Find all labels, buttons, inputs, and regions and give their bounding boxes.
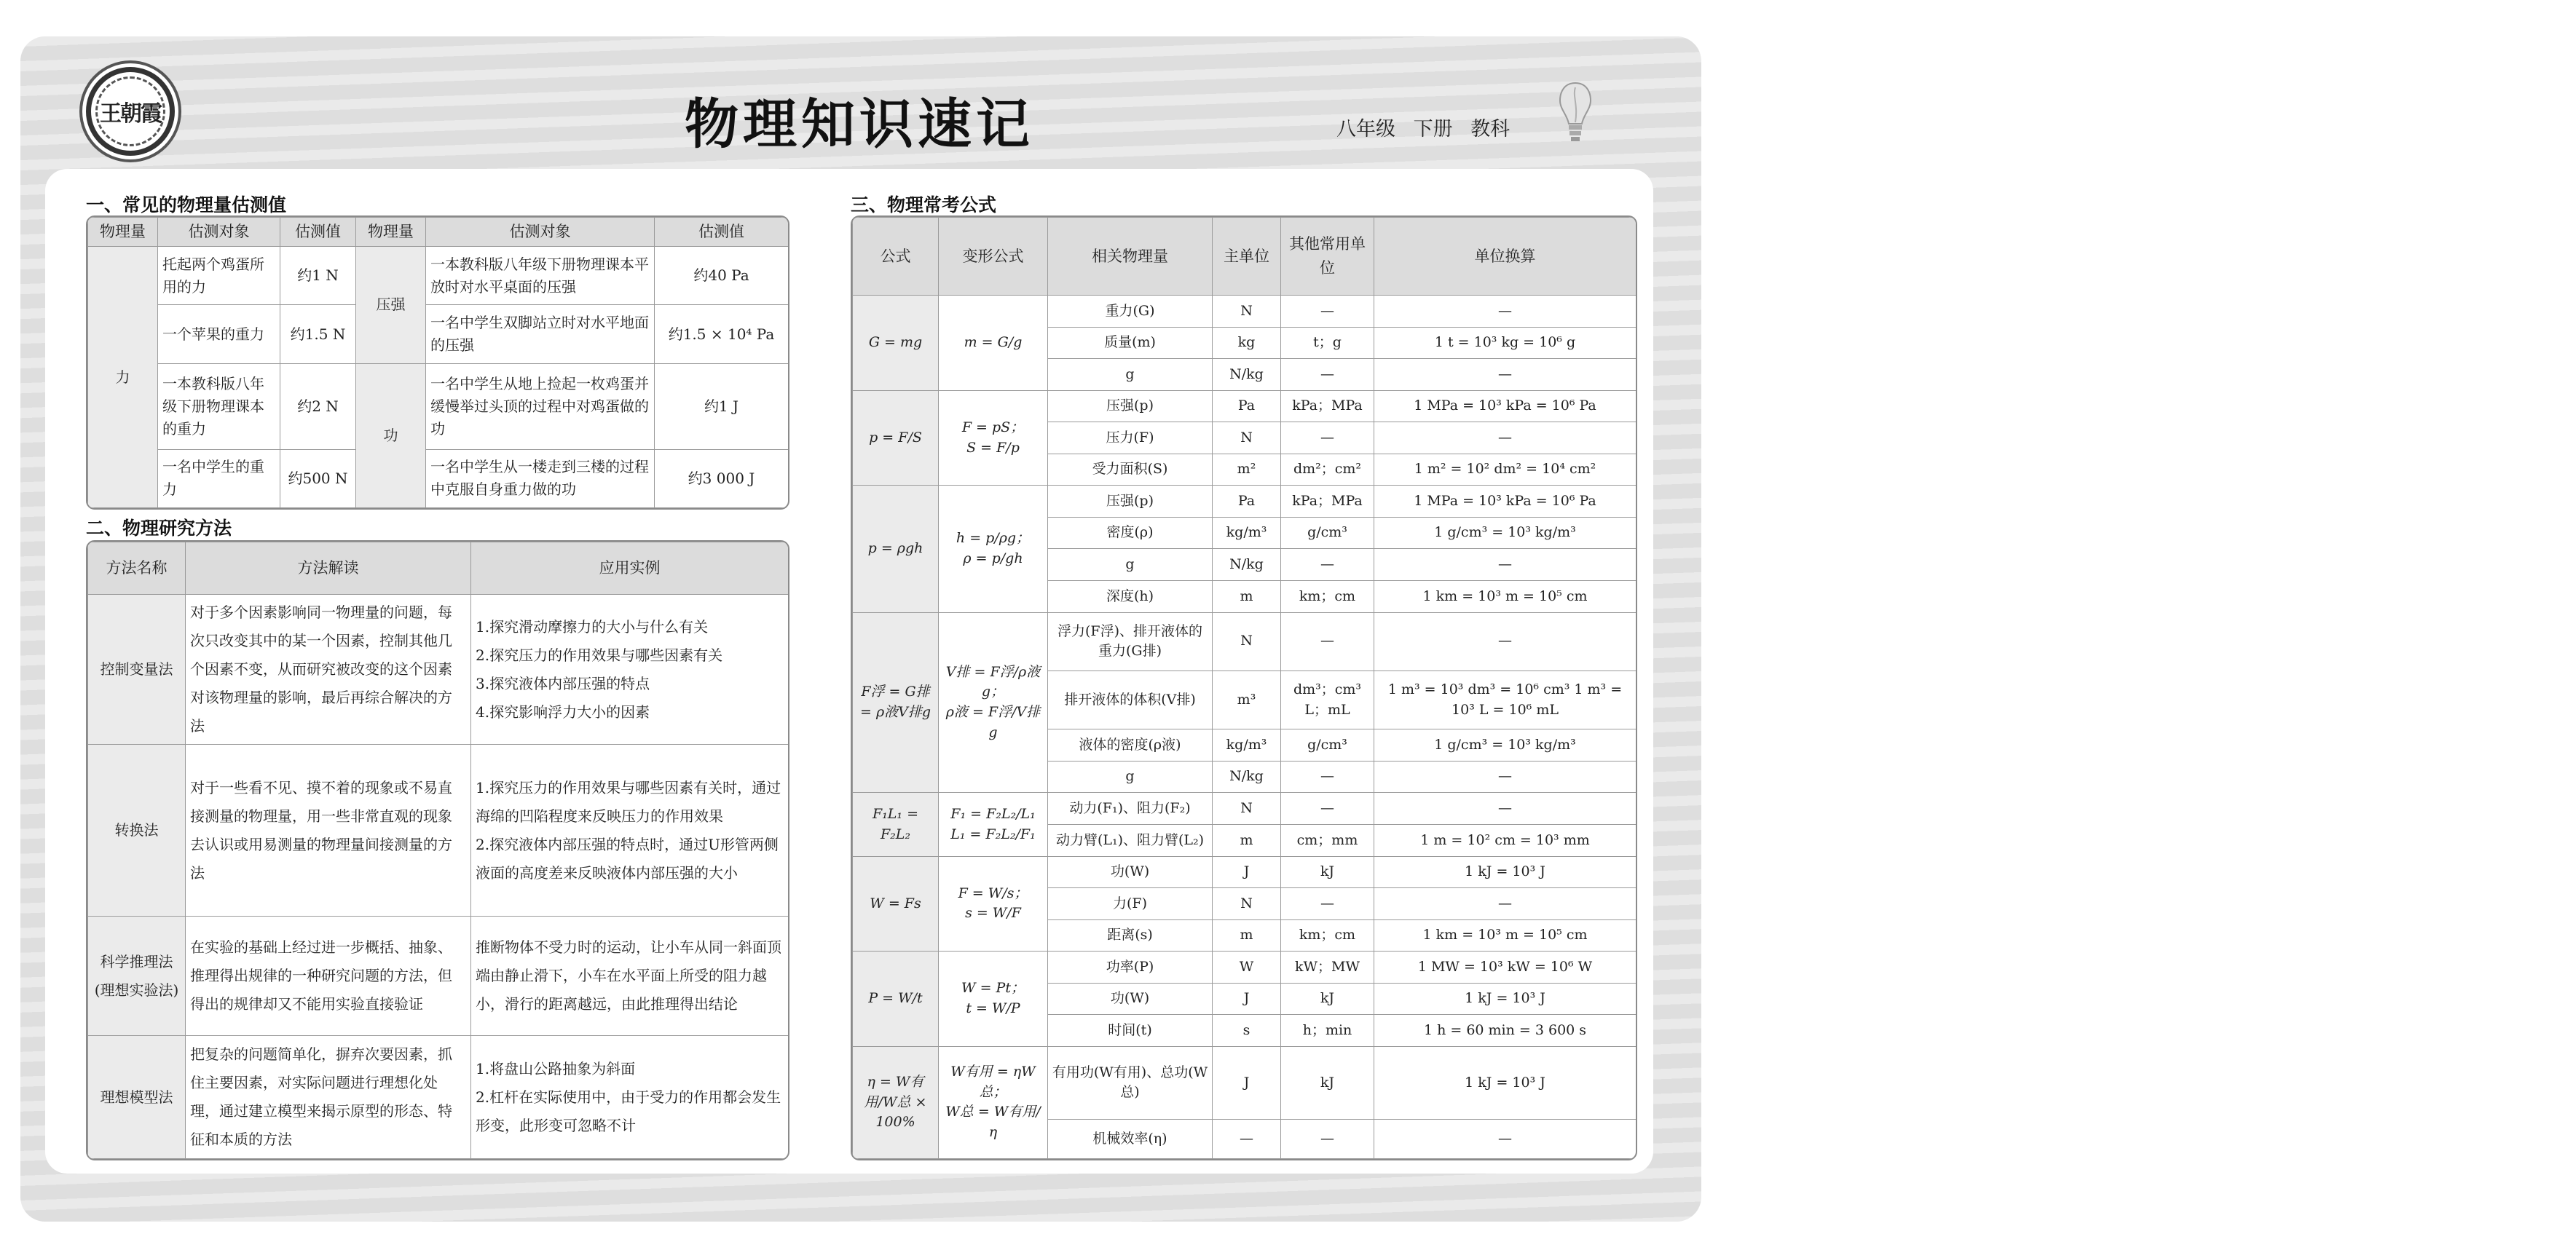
col-header: 公式: [853, 218, 939, 296]
conversion-cell: 1 m² = 10² dm² = 10⁴ cm²: [1374, 454, 1636, 486]
quantity-cell: 功: [356, 363, 426, 507]
estimates-table: [86, 215, 789, 510]
quantity-cell: 距离(s): [1048, 919, 1213, 952]
main-unit-cell: m²: [1213, 454, 1281, 486]
method-examples: [471, 595, 789, 745]
value-cell: 约2 N: [280, 363, 356, 449]
main-unit-cell: N/kg: [1213, 761, 1281, 793]
conversion-cell: —: [1374, 888, 1636, 920]
col-header: 单位换算: [1374, 218, 1636, 296]
variant-formula-cell: [939, 390, 1048, 486]
formula-cell: p = ρgh: [853, 486, 939, 612]
method-examples: [471, 1036, 789, 1159]
example-item: 2.探究压力的作用效果与哪些因素有关: [476, 646, 723, 664]
formula-row: [853, 390, 1636, 422]
main-unit-cell: —: [1213, 1119, 1281, 1158]
method-desc: 在实验的基础上经过进一步概括、抽象、推理得出规律的一种研究问题的方法，但得出的规律却又不能用实验直接验证: [186, 917, 471, 1036]
quantity-cell: 受力面积(S): [1048, 454, 1213, 486]
section2-title: 二、物理研究方法: [86, 518, 232, 539]
col-header: 估测对象: [426, 218, 655, 247]
col-header: 应用实例: [471, 542, 789, 595]
object-cell: 一名中学生的重力: [158, 449, 280, 507]
quantity-cell: 压力(F): [1048, 422, 1213, 454]
conversion-cell: 1 MPa = 10³ kPa = 10⁶ Pa: [1374, 486, 1636, 518]
quantity-cell: 排开液体的体积(V排): [1048, 671, 1213, 729]
conversion-cell: 1 MPa = 10³ kPa = 10⁶ Pa: [1374, 390, 1636, 422]
quantity-cell: 动力臂(L₁)、阻力臂(L₂): [1048, 825, 1213, 857]
example-item: 4.探究影响浮力大小的因素: [476, 703, 650, 721]
other-units-cell: kJ: [1281, 856, 1374, 888]
conversion-cell: 1 km = 10³ m = 10⁵ cm: [1374, 581, 1636, 613]
variant-formula-cell: [939, 486, 1048, 612]
variant-formula: F = pS；: [961, 419, 1025, 435]
formulas-table: [851, 215, 1637, 1160]
quantity-cell: 密度(ρ): [1048, 517, 1213, 549]
quantity-cell: 力: [88, 247, 158, 508]
quantity-cell: 力(F): [1048, 888, 1213, 920]
other-units-cell: kPa；MPa: [1281, 390, 1374, 422]
col-header: 其他常用单位: [1281, 218, 1374, 296]
col-header: 估测值: [655, 218, 789, 247]
value-cell: 约1 J: [655, 363, 789, 449]
other-units-cell: km；cm: [1281, 919, 1374, 952]
conversion-cell: —: [1374, 1119, 1636, 1158]
example-item: 1.将盘山公路抽象为斜面: [476, 1059, 636, 1077]
example-item: 2.探究液体内部压强的特点时，通过U形管两侧液面的高度差来反映液体内部压强的大小: [476, 835, 779, 882]
main-unit-cell: J: [1213, 983, 1281, 1015]
value-cell: 约1 N: [280, 247, 356, 305]
conversion-cell: 1 kJ = 10³ J: [1374, 983, 1636, 1015]
quantity-cell: 浮力(F浮)、排开液体的重力(G排): [1048, 612, 1213, 671]
col-header: 方法名称: [88, 542, 186, 595]
logo-text: 王朝霞: [95, 76, 165, 146]
variant-formula-cell: [939, 856, 1048, 952]
variant-formula: t = W/P: [966, 1000, 1020, 1016]
example-item: 1.探究压力的作用效果与哪些因素有关时，通过海绵的凹陷程度来反映压力的作用效果: [476, 778, 781, 825]
main-unit-cell: s: [1213, 1015, 1281, 1047]
main-unit-cell: N/kg: [1213, 359, 1281, 391]
main-unit-cell: kg/m³: [1213, 729, 1281, 762]
quantity-cell: 有用功(W有用)、总功(W总): [1048, 1046, 1213, 1119]
quantity-cell: g: [1048, 359, 1213, 391]
publisher-logo: [86, 67, 175, 156]
quantity-cell: 深度(h): [1048, 581, 1213, 613]
col-header: 方法解读: [186, 542, 471, 595]
formula-row: [853, 1046, 1636, 1119]
object-cell: 一名中学生从地上捡起一枚鸡蛋并缓慢举过头顶的过程中对鸡蛋做的功: [426, 363, 655, 449]
conversion-cell: 1 t = 10³ kg = 10⁶ g: [1374, 327, 1636, 359]
quantity-cell: 功(W): [1048, 983, 1213, 1015]
formula-row: [853, 296, 1636, 328]
example-item: 推断物体不受力时的运动，让小车从同一斜面顶端由静止滑下，小车在水平面上所受的阻力越小，滑行的距离越远，由此推理得出结论: [476, 938, 781, 1013]
quantity-cell: 压强(p): [1048, 390, 1213, 422]
other-units-cell: t；g: [1281, 327, 1374, 359]
main-unit-cell: m: [1213, 581, 1281, 613]
variant-formula-cell: [939, 612, 1048, 793]
conversion-cell: 1 m³ = 10³ dm³ = 10⁶ cm³ 1 m³ = 10³ L = 10⁶ mL: [1374, 671, 1636, 729]
object-cell: 一名中学生从一楼走到三楼的过程中克服自身重力做的功: [426, 449, 655, 507]
section3-title: 三、物理常考公式: [851, 194, 997, 215]
variant-formula: W有用 = ηW总；: [950, 1064, 1036, 1100]
variant-formula: m = G/g: [964, 334, 1023, 351]
variant-formula: ρ = p/gh: [963, 550, 1023, 566]
quantity-cell: 压强: [356, 247, 426, 364]
col-header: 主单位: [1213, 218, 1281, 296]
page-title: 物理知识速记: [685, 93, 1034, 156]
other-units-cell: cm；mm: [1281, 825, 1374, 857]
variant-formula: W总 = W有用/η: [945, 1104, 1041, 1140]
method-name: 理想模型法: [88, 1036, 186, 1159]
method-desc: 对于多个因素影响同一物理量的问题，每次只改变其中的某一个因素，控制其他几个因素不变，从而研究被改变的这个因素对该物理量的影响，最后再综合解决的方法: [186, 595, 471, 745]
formula-cell: P = W/t: [853, 952, 939, 1047]
lightbulb-icon: [1557, 80, 1594, 150]
object-cell: 托起两个鸡蛋所用的力: [158, 247, 280, 305]
method-examples: [471, 745, 789, 917]
conversion-cell: 1 h = 60 min = 3 600 s: [1374, 1015, 1636, 1047]
other-units-cell: —: [1281, 793, 1374, 825]
other-units-cell: —: [1281, 1119, 1374, 1158]
conversion-cell: 1 km = 10³ m = 10⁵ cm: [1374, 919, 1636, 952]
variant-formula: s = W/F: [965, 905, 1021, 922]
formula-cell: p = F/S: [853, 390, 939, 486]
method-desc: 把复杂的问题简单化，摒弃次要因素，抓住主要因素，对实际问题进行理想化处理，通过建立模型来揭示原型的形态、特征和本质的方法: [186, 1036, 471, 1159]
value-cell: 约1.5 N: [280, 305, 356, 363]
conversion-cell: —: [1374, 549, 1636, 581]
value-cell: 约3 000 J: [655, 449, 789, 507]
object-cell: 一本教科版八年级下册物理课本平放时对水平桌面的压强: [426, 247, 655, 305]
other-units-cell: —: [1281, 761, 1374, 793]
formula-row: [853, 486, 1636, 518]
quantity-cell: 质量(m): [1048, 327, 1213, 359]
formula-cell: G = mg: [853, 296, 939, 391]
object-cell: 一个苹果的重力: [158, 305, 280, 363]
formula-cell: F₁L₁ = F₂L₂: [853, 793, 939, 856]
quantity-cell: 动力(F₁)、阻力(F₂): [1048, 793, 1213, 825]
conversion-cell: —: [1374, 422, 1636, 454]
main-unit-cell: kg: [1213, 327, 1281, 359]
formula-row: [853, 952, 1636, 984]
other-units-cell: —: [1281, 359, 1374, 391]
main-unit-cell: N: [1213, 422, 1281, 454]
variant-formula: F = W/s；: [958, 885, 1028, 901]
col-header: 估测值: [280, 218, 356, 247]
conversion-cell: —: [1374, 793, 1636, 825]
method-desc: 对于一些看不见、摸不着的现象或不易直接测量的物理量，用一些非常直观的现象去认识或用易测量的物理量间接测量的方法: [186, 745, 471, 917]
quantity-cell: 时间(t): [1048, 1015, 1213, 1047]
formula-cell: η = W有用/W总 × 100%: [853, 1046, 939, 1158]
other-units-cell: dm³；cm³ L；mL: [1281, 671, 1374, 729]
main-unit-cell: N: [1213, 793, 1281, 825]
main-unit-cell: m: [1213, 919, 1281, 952]
variant-formula-cell: [939, 793, 1048, 856]
col-header: 物理量: [88, 218, 158, 247]
col-header: 变形公式: [939, 218, 1048, 296]
other-units-cell: g/cm³: [1281, 729, 1374, 762]
col-header: 物理量: [356, 218, 426, 247]
conversion-cell: 1 g/cm³ = 10³ kg/m³: [1374, 729, 1636, 762]
variant-formula: F₁ = F₂L₂/L₁: [950, 805, 1036, 822]
variant-formula-cell: [939, 296, 1048, 391]
other-units-cell: —: [1281, 422, 1374, 454]
method-name: 转换法: [88, 745, 186, 917]
formula-row: [853, 793, 1636, 825]
example-item: 2.杠杆在实际使用中，由于受力的作用都会发生形变，此形变可忽略不计: [476, 1088, 781, 1134]
other-units-cell: —: [1281, 549, 1374, 581]
formula-row: [853, 856, 1636, 888]
variant-formula: h = p/ρg；: [956, 530, 1031, 547]
variant-formula: L₁ = F₂L₂/F₁: [950, 826, 1036, 842]
main-unit-cell: J: [1213, 1046, 1281, 1119]
main-unit-cell: kg/m³: [1213, 517, 1281, 549]
main-unit-cell: m³: [1213, 671, 1281, 729]
main-unit-cell: N: [1213, 612, 1281, 671]
other-units-cell: —: [1281, 612, 1374, 671]
quantity-cell: 液体的密度(ρ液): [1048, 729, 1213, 762]
other-units-cell: km；cm: [1281, 581, 1374, 613]
value-cell: 约40 Pa: [655, 247, 789, 305]
other-units-cell: g/cm³: [1281, 517, 1374, 549]
other-units-cell: kJ: [1281, 1046, 1374, 1119]
conversion-cell: 1 kJ = 10³ J: [1374, 856, 1636, 888]
variant-formula: W = Pt；: [961, 980, 1025, 997]
object-cell: 一名中学生双脚站立时对水平地面的压强: [426, 305, 655, 363]
methods-table: [86, 540, 789, 1160]
conversion-cell: 1 g/cm³ = 10³ kg/m³: [1374, 517, 1636, 549]
other-units-cell: kJ: [1281, 983, 1374, 1015]
quantity-cell: g: [1048, 549, 1213, 581]
variant-formula-cell: [939, 1046, 1048, 1158]
other-units-cell: kPa；MPa: [1281, 486, 1374, 518]
example-item: 1.探究滑动摩擦力的大小与什么有关: [476, 617, 709, 636]
grade-info: 八年级 下册 教科: [1336, 118, 1510, 141]
value-cell: 约1.5 × 10⁴ Pa: [655, 305, 789, 363]
formula-cell: W = Fs: [853, 856, 939, 952]
main-unit-cell: W: [1213, 952, 1281, 984]
conversion-cell: 1 kJ = 10³ J: [1374, 1046, 1636, 1119]
variant-formula: V排 = F浮/ρ液g；: [945, 663, 1041, 700]
quantity-cell: 压强(p): [1048, 486, 1213, 518]
quantity-cell: 重力(G): [1048, 296, 1213, 328]
section1-title: 一、常见的物理量估测值: [86, 194, 287, 215]
conversion-cell: —: [1374, 761, 1636, 793]
main-unit-cell: N: [1213, 296, 1281, 328]
formula-cell: F浮 = G排 = ρ液V排g: [853, 612, 939, 793]
conversion-cell: —: [1374, 296, 1636, 328]
quantity-cell: g: [1048, 761, 1213, 793]
main-unit-cell: N: [1213, 888, 1281, 920]
main-unit-cell: J: [1213, 856, 1281, 888]
main-unit-cell: N/kg: [1213, 549, 1281, 581]
quantity-cell: 机械效率(η): [1048, 1119, 1213, 1158]
col-header: 相关物理量: [1048, 218, 1213, 296]
other-units-cell: —: [1281, 888, 1374, 920]
col-header: 估测对象: [158, 218, 280, 247]
quantity-cell: 功(W): [1048, 856, 1213, 888]
variant-formula: ρ液 = F浮/V排g: [945, 704, 1041, 740]
method-name: 科学推理法(理想实验法): [88, 917, 186, 1036]
conversion-cell: —: [1374, 359, 1636, 391]
other-units-cell: —: [1281, 296, 1374, 328]
other-units-cell: kW；MW: [1281, 952, 1374, 984]
method-name: 控制变量法: [88, 595, 186, 745]
other-units-cell: dm²；cm²: [1281, 454, 1374, 486]
conversion-cell: —: [1374, 612, 1636, 671]
formula-row: [853, 612, 1636, 671]
example-item: 3.探究液体内部压强的特点: [476, 674, 650, 692]
variant-formula-cell: [939, 952, 1048, 1047]
main-unit-cell: m: [1213, 825, 1281, 857]
conversion-cell: 1 m = 10² cm = 10³ mm: [1374, 825, 1636, 857]
main-unit-cell: Pa: [1213, 390, 1281, 422]
value-cell: 约500 N: [280, 449, 356, 507]
object-cell: 一本教科版八年级下册物理课本的重力: [158, 363, 280, 449]
conversion-cell: 1 MW = 10³ kW = 10⁶ W: [1374, 952, 1636, 984]
quantity-cell: 功率(P): [1048, 952, 1213, 984]
variant-formula: S = F/p: [966, 439, 1020, 456]
method-examples: [471, 917, 789, 1036]
main-unit-cell: Pa: [1213, 486, 1281, 518]
other-units-cell: h；min: [1281, 1015, 1374, 1047]
